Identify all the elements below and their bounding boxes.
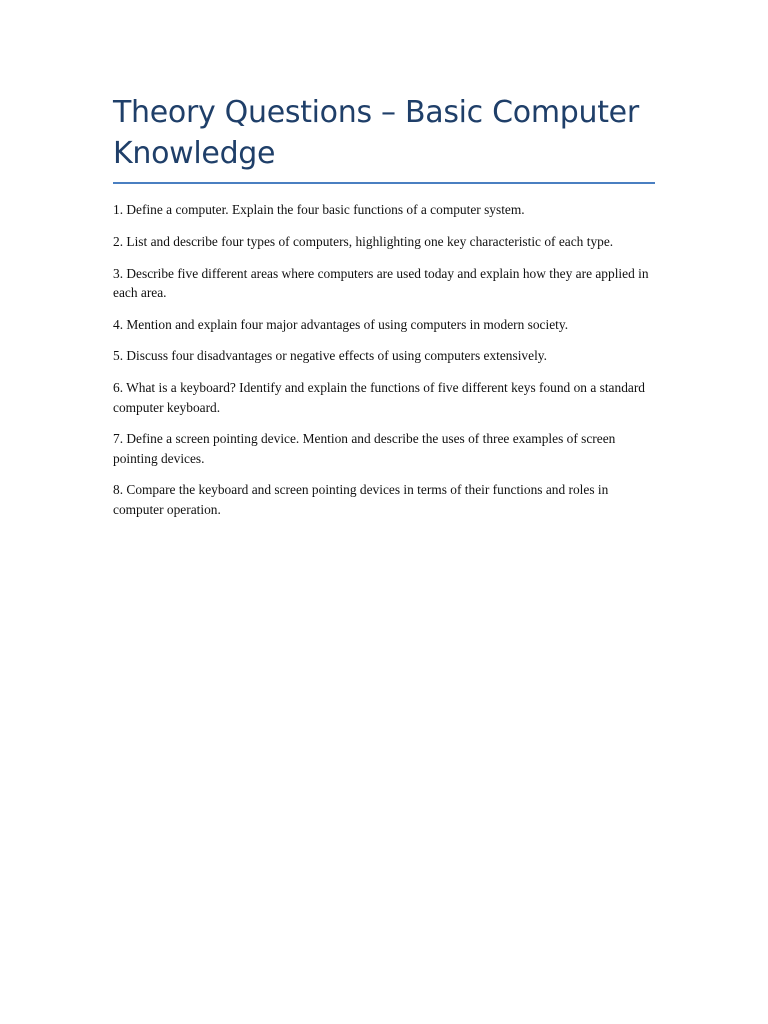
document-content	[113, 92, 655, 532]
question-item-3: 3. Describe five different areas where computers are used today and explain how they are applied in each area.	[113, 265, 649, 300]
question-item-5: 5. Discuss four disadvantages or negative effects of using computers extensively.	[113, 348, 547, 364]
question-item-2: 2. List and describe four types of computers, highlighting one key characteristic of each type.	[113, 233, 614, 249]
question-item-8: 8. Compare the keyboard and screen pointing devices in terms of their functions and roles in computer operation.	[113, 482, 609, 517]
question-item-1: 1. Define a computer. Explain the four basic functions of a computer system.	[113, 202, 525, 217]
question-item-4: 4. Mention and explain four major advantages of using computers in modern society.	[113, 316, 569, 332]
question-list	[113, 200, 655, 519]
question-item-6: 6. What is a keyboard? Identify and explain the functions of five different keys found on a standard computer keyboard.	[113, 380, 645, 415]
document-title: Theory Questions – Basic Computer Knowledge	[113, 92, 655, 184]
question-item-7: 7. Define a screen pointing device. Mention and describe the uses of three examples of screen pointing devices.	[113, 431, 616, 466]
